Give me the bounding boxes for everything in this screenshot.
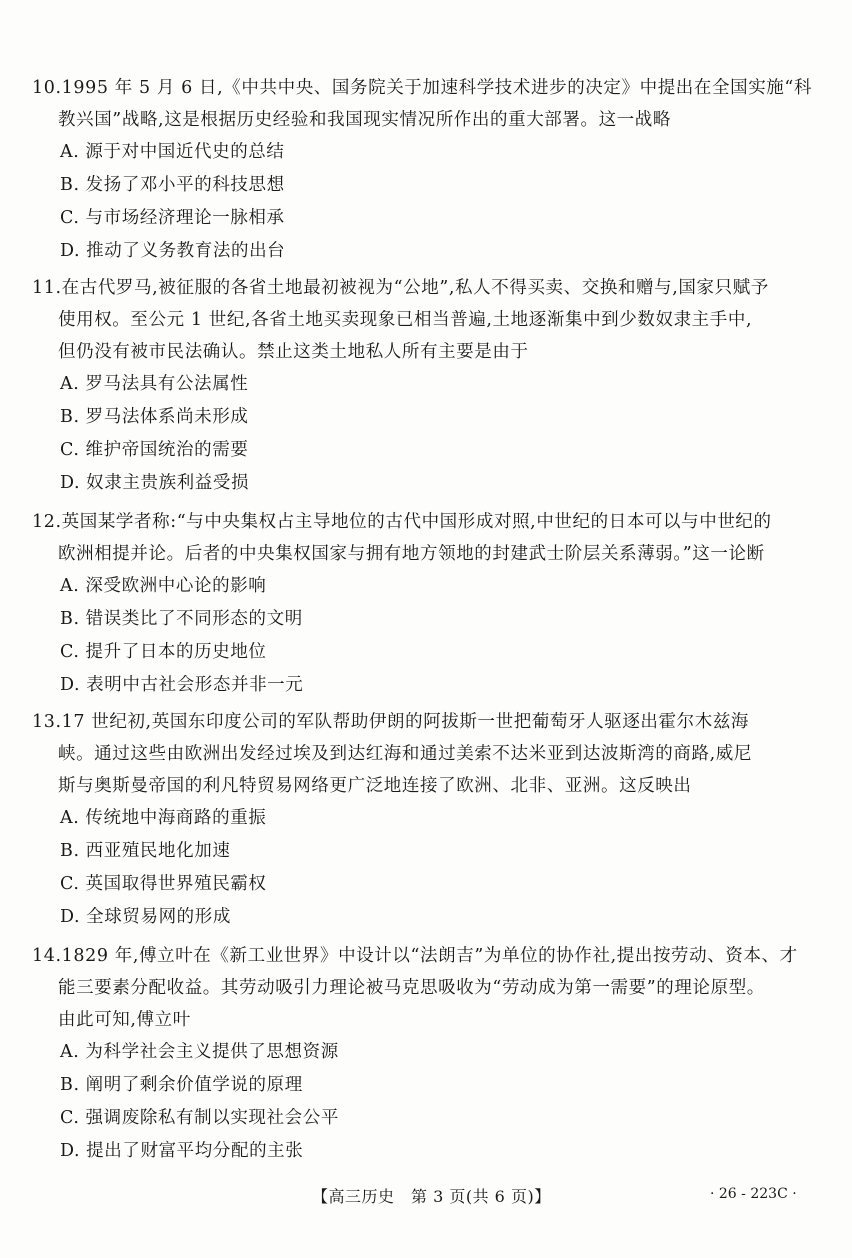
exam-code: · 26 - 223C ·: [710, 1186, 797, 1202]
question-stem-line: 但仍没有被市民法确认。禁止这类土地私人所有主要是由于: [58, 342, 529, 362]
option-d[interactable]: [32, 669, 822, 702]
option-text: 罗马法具有公法属性: [85, 374, 249, 394]
option-text: 罗马法体系尚未形成: [85, 407, 249, 427]
option-text: 表明中古社会形态并非一元: [86, 675, 304, 695]
option-letter: A.: [60, 808, 80, 828]
question-stem-line: 由此可知,傅立叶: [58, 1010, 191, 1030]
option-letter: B.: [60, 407, 80, 427]
question-stem-line: 教兴国”战略,这是根据历史经验和我国现实情况所作出的重大部署。这一战略: [58, 110, 672, 130]
question-stem-line: 13.17 世纪初,英国东印度公司的军队帮助伊朗的阿拔斯一世把葡萄牙人驱逐出霍尔木兹海: [32, 712, 750, 732]
option-c[interactable]: [32, 636, 822, 669]
option-text: 阐明了剩余价值学说的原理: [85, 1075, 303, 1095]
question-stem-line: 使用权。至公元 1 世纪,各省土地买卖现象已相当普遍,土地逐渐集中到少数奴隶主手中,: [58, 310, 753, 330]
question-14: [32, 940, 822, 1168]
option-text: 全球贸易网的形成: [86, 907, 231, 927]
option-c[interactable]: [32, 202, 822, 235]
option-letter: C.: [60, 1108, 80, 1128]
option-letter: A.: [60, 576, 80, 596]
option-letter: B.: [60, 175, 80, 195]
question-stem-line: 14.1829 年,傅立叶在《新工业世界》中设计以“法朗吉”为单位的协作社,提出按劳动、资本、才: [32, 946, 798, 966]
question-stem-line: 斯与奥斯曼帝国的利凡特贸易网络更广泛地连接了欧洲、北非、亚洲。这反映出: [58, 776, 692, 796]
option-c[interactable]: [32, 434, 822, 467]
question-stem-line: 欧洲相提并论。后者的中央集权国家与拥有地方领地的封建武士阶层关系薄弱。”这一论断: [58, 544, 765, 564]
option-text: 英国取得世界殖民霸权: [85, 874, 267, 894]
option-b[interactable]: [32, 169, 822, 202]
option-text: 奴隶主贵族利益受损: [86, 473, 250, 493]
option-text: 错误类比了不同形态的文明: [85, 609, 303, 629]
option-letter: D.: [60, 473, 81, 493]
option-c[interactable]: [32, 1102, 822, 1135]
option-a[interactable]: [32, 570, 822, 603]
option-letter: D.: [60, 1141, 81, 1161]
option-b[interactable]: [32, 401, 822, 434]
option-letter: A.: [60, 1042, 80, 1062]
question-11: [32, 272, 822, 500]
option-text: 源于对中国近代史的总结: [85, 142, 285, 162]
option-d[interactable]: [32, 235, 822, 268]
option-letter: C.: [60, 208, 80, 228]
question-stem-line: 峡。通过这些由欧洲出发经过埃及到达红海和通过美索不达米亚到达波斯湾的商路,威尼: [58, 744, 752, 764]
option-b[interactable]: [32, 1069, 822, 1102]
option-d[interactable]: [32, 467, 822, 500]
option-text: 发扬了邓小平的科技思想: [85, 175, 285, 195]
option-letter: A.: [60, 142, 80, 162]
option-letter: C.: [60, 440, 80, 460]
page-footer: [0, 1180, 852, 1210]
option-b[interactable]: [32, 603, 822, 636]
question-13: [32, 706, 822, 934]
option-text: 提升了日本的历史地位: [85, 642, 267, 662]
option-letter: B.: [60, 1075, 80, 1095]
option-text: 深受欧洲中心论的影响: [85, 576, 267, 596]
option-letter: B.: [60, 609, 80, 629]
option-d[interactable]: [32, 1135, 822, 1168]
option-text: 传统地中海商路的重振: [85, 808, 267, 828]
option-text: 推动了义务教育法的出台: [86, 241, 286, 261]
option-d[interactable]: [32, 901, 822, 934]
option-text: 与市场经济理论一脉相承: [85, 208, 285, 228]
question-stem-line: 10.1995 年 5 月 6 日,《中共中央、国务院关于加速科学技术进步的决定》中提出在全国实施“科: [32, 78, 813, 98]
option-a[interactable]: [32, 136, 822, 169]
page-number-label: 【高三历史 第 3 页(共 6 页)】: [312, 1187, 551, 1206]
question-12: [32, 506, 822, 702]
option-letter: A.: [60, 374, 80, 394]
question-stem-line: 11.在古代罗马,被征服的各省土地最初被视为“公地”,私人不得买卖、交换和赠与,国家只赋予: [32, 278, 769, 298]
option-text: 维护帝国统治的需要: [85, 440, 249, 460]
option-text: 强调废除私有制以实现社会公平: [85, 1108, 339, 1128]
option-text: 提出了财富平均分配的主张: [86, 1141, 304, 1161]
option-a[interactable]: [32, 368, 822, 401]
option-letter: C.: [60, 642, 80, 662]
option-text: 为科学社会主义提供了思想资源: [85, 1042, 339, 1062]
question-stem-line: 12.英国某学者称:“与中央集权占主导地位的古代中国形成对照,中世纪的日本可以与中世纪的: [32, 512, 772, 532]
question-10: [32, 72, 822, 268]
option-letter: D.: [60, 675, 81, 695]
option-letter: D.: [60, 907, 81, 927]
option-text: 西亚殖民地化加速: [85, 841, 231, 861]
option-b[interactable]: [32, 835, 822, 868]
option-a[interactable]: [32, 802, 822, 835]
option-a[interactable]: [32, 1036, 822, 1069]
question-stem-line: 能三要素分配收益。其劳动吸引力理论被马克思吸收为“劳动成为第一需要”的理论原型。: [58, 978, 765, 998]
option-letter: C.: [60, 874, 80, 894]
option-letter: B.: [60, 841, 80, 861]
option-letter: D.: [60, 241, 81, 261]
option-c[interactable]: [32, 868, 822, 901]
